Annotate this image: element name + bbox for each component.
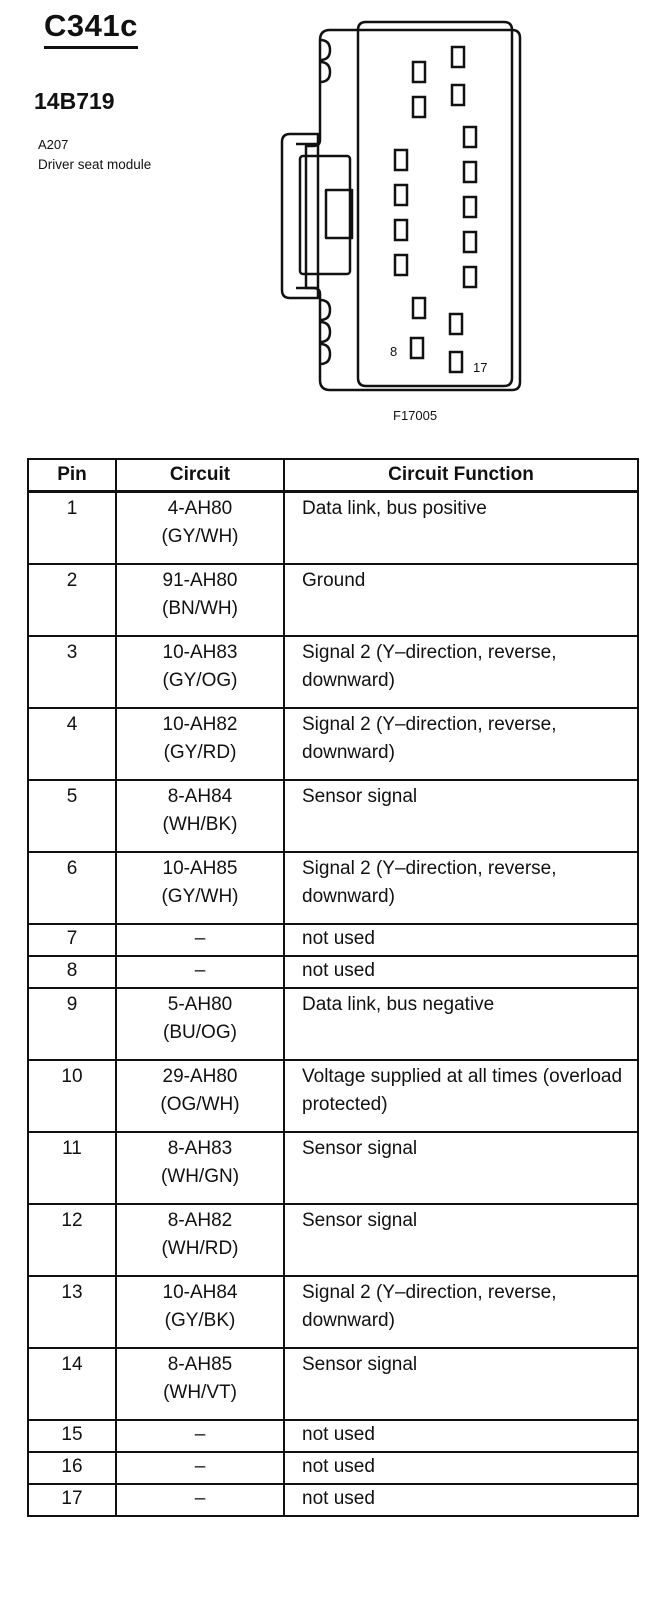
circuit-id: 8-AH83 [167, 1138, 233, 1159]
table-row [28, 852, 638, 924]
pin-label-17: 17 [473, 360, 488, 375]
wire-color: (WH/BK) [162, 814, 238, 835]
pin-number: 1 [28, 492, 116, 565]
circuit-cell [116, 852, 284, 924]
circuit-function: Sensor signal [284, 1204, 638, 1276]
latch-tab [326, 190, 352, 238]
pin-number: 2 [28, 564, 116, 636]
circuit-id: 10-AH82 [162, 714, 238, 735]
pin-number: 15 [28, 1420, 116, 1452]
wire-color: (BU/OG) [163, 1022, 237, 1043]
terminal-slot [395, 185, 407, 205]
wire-color: (GY/BK) [164, 1310, 236, 1331]
circuit-cell [116, 1060, 284, 1132]
circuit-id: – [194, 928, 206, 949]
connector-id: C341c [44, 8, 138, 49]
housing-rib [320, 40, 330, 60]
table-row [28, 1132, 638, 1204]
circuit-cell [116, 1452, 284, 1484]
component-code: A207 [38, 137, 69, 152]
pin-number: 14 [28, 1348, 116, 1420]
pin-number: 8 [28, 956, 116, 988]
connector-housing-inner [358, 22, 512, 386]
circuit-id: 10-AH84 [162, 1282, 238, 1303]
connector-housing-outer [306, 30, 520, 390]
table-row [28, 1484, 638, 1516]
connector-face-diagram [0, 0, 672, 440]
table-row [28, 1060, 638, 1132]
terminal-slot [450, 352, 462, 372]
circuit-id: 8-AH85 [167, 1354, 233, 1375]
part-number: 14B719 [34, 88, 115, 114]
table-row [28, 1204, 638, 1276]
terminal-slot [413, 97, 425, 117]
wire-color: (WH/VT) [163, 1382, 237, 1403]
terminal-slot [413, 62, 425, 82]
circuit-id: – [194, 1456, 206, 1477]
circuit-id: 5-AH80 [167, 994, 233, 1015]
pinout-table [27, 458, 639, 1517]
pin-number: 5 [28, 780, 116, 852]
circuit-cell [116, 1484, 284, 1516]
table-row [28, 924, 638, 956]
circuit-id: – [194, 1424, 206, 1445]
pin-number: 4 [28, 708, 116, 780]
circuit-function: Ground [284, 564, 638, 636]
circuit-id: 10-AH85 [162, 858, 238, 879]
terminal-slot [464, 127, 476, 147]
wire-color: (OG/WH) [160, 1094, 240, 1115]
circuit-id: 10-AH83 [162, 642, 238, 663]
circuit-cell [116, 564, 284, 636]
circuit-id: – [194, 1488, 206, 1509]
pin-number: 10 [28, 1060, 116, 1132]
table-row [28, 1348, 638, 1420]
wire-color: (WH/GN) [160, 1166, 240, 1187]
circuit-function: Data link, bus positive [284, 492, 638, 565]
circuit-cell [116, 492, 284, 565]
terminal-slot [464, 162, 476, 182]
pin-number: 3 [28, 636, 116, 708]
pin-number: 7 [28, 924, 116, 956]
pin-number: 16 [28, 1452, 116, 1484]
wire-color: (WH/RD) [161, 1238, 239, 1259]
circuit-cell [116, 708, 284, 780]
circuit-function: not used [284, 1420, 638, 1452]
header-circuit-function: Circuit Function [284, 459, 638, 492]
wire-color: (GY/RD) [163, 742, 237, 763]
circuit-function: not used [284, 924, 638, 956]
circuit-function: Data link, bus negative [284, 988, 638, 1060]
circuit-cell [116, 636, 284, 708]
table-header-row [28, 459, 638, 492]
circuit-id: 8-AH84 [167, 786, 233, 807]
housing-rib [320, 344, 330, 364]
pin-number: 17 [28, 1484, 116, 1516]
circuit-cell [116, 924, 284, 956]
wire-color: (GY/WH) [161, 886, 239, 907]
terminal-slot [464, 267, 476, 287]
circuit-cell [116, 1276, 284, 1348]
terminal-slot [395, 150, 407, 170]
table-row [28, 1452, 638, 1484]
housing-rib [320, 62, 330, 82]
table-row [28, 492, 638, 565]
circuit-function: not used [284, 1452, 638, 1484]
pin-number: 11 [28, 1132, 116, 1204]
terminal-slot [452, 85, 464, 105]
pin-number: 12 [28, 1204, 116, 1276]
terminal-slot [464, 197, 476, 217]
pinout-table-body [28, 492, 638, 1517]
circuit-function: Sensor signal [284, 1348, 638, 1420]
circuit-cell [116, 780, 284, 852]
terminal-slot [395, 220, 407, 240]
pin-number: 13 [28, 1276, 116, 1348]
circuit-cell [116, 1132, 284, 1204]
table-row [28, 1276, 638, 1348]
circuit-cell [116, 988, 284, 1060]
wire-color: (GY/WH) [161, 526, 239, 547]
table-row [28, 988, 638, 1060]
table-row [28, 956, 638, 988]
pin-number: 6 [28, 852, 116, 924]
wire-color: (GY/OG) [162, 670, 238, 691]
figure-code: F17005 [393, 408, 438, 423]
terminal-slot [411, 338, 423, 358]
circuit-id: 91-AH80 [162, 570, 238, 591]
circuit-id: 4-AH80 [167, 498, 233, 519]
circuit-function: Signal 2 (Y–direction, reverse, downward) [284, 852, 638, 924]
terminal-slot [450, 314, 462, 334]
circuit-function: Voltage supplied at all times (overload protected) [284, 1060, 638, 1132]
circuit-cell [116, 956, 284, 988]
table-row [28, 636, 638, 708]
terminal-slot [452, 47, 464, 67]
pin-number: 9 [28, 988, 116, 1060]
circuit-function: Sensor signal [284, 780, 638, 852]
circuit-function: not used [284, 1484, 638, 1516]
circuit-function: Sensor signal [284, 1132, 638, 1204]
circuit-cell [116, 1348, 284, 1420]
housing-rib [320, 300, 330, 320]
pin-label-8: 8 [390, 344, 398, 359]
circuit-id: 8-AH82 [167, 1210, 233, 1231]
circuit-id: 29-AH80 [162, 1066, 238, 1087]
terminal-slot [413, 298, 425, 318]
circuit-function: Signal 2 (Y–direction, reverse, downward) [284, 636, 638, 708]
header-circuit: Circuit [116, 459, 284, 492]
circuit-function: not used [284, 956, 638, 988]
table-row [28, 780, 638, 852]
table-row [28, 564, 638, 636]
terminal-slot [395, 255, 407, 275]
circuit-cell [116, 1420, 284, 1452]
circuit-function: Signal 2 (Y–direction, reverse, downward) [284, 1276, 638, 1348]
table-row [28, 1420, 638, 1452]
header-pin: Pin [28, 459, 116, 492]
component-name: Driver seat module [38, 157, 152, 172]
circuit-function: Signal 2 (Y–direction, reverse, downward) [284, 708, 638, 780]
housing-rib [320, 322, 330, 342]
table-row [28, 708, 638, 780]
wire-color: (BN/WH) [162, 598, 238, 619]
circuit-cell [116, 1204, 284, 1276]
terminal-slot [464, 232, 476, 252]
circuit-id: – [194, 960, 206, 981]
